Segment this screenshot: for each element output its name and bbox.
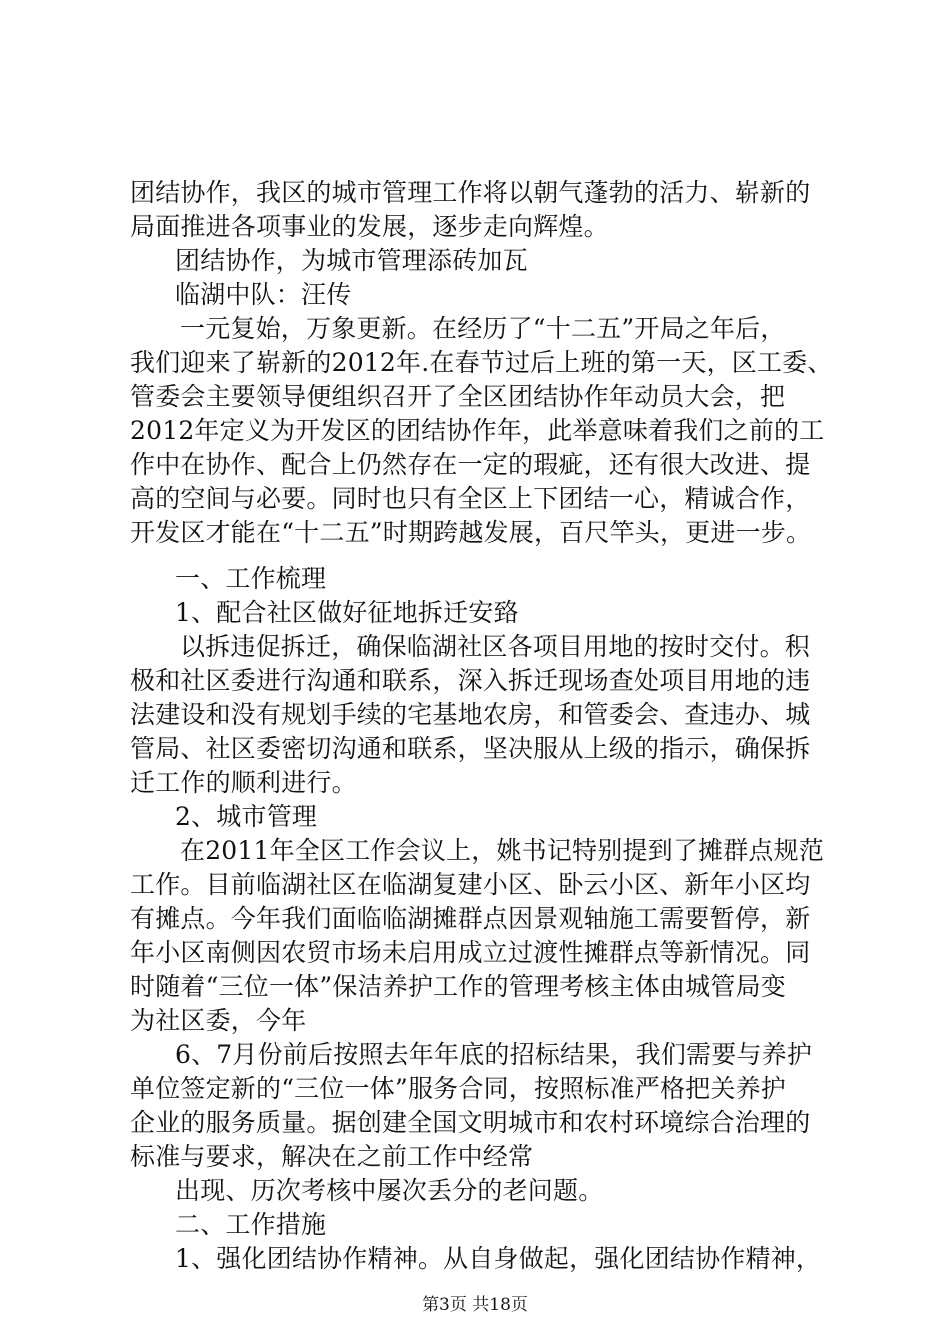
text-line: 团结协作，我区的城市管理工作将以朝气蓬勃的活力、崭新的 [130,178,811,207]
text-line: 我们迎来了崭新的2012年.在春节过后上班的第一天，区工委、 [130,348,833,377]
page-number-footer: 第3页 共18页 [422,1295,528,1315]
text-line: 管委会主要领导便组织召开了全区团结协作年动员大会，把 [130,382,786,411]
text-line: 为社区委，今年 [130,1006,307,1035]
text-line: 有摊点。今年我们面临临湖摊群点因景观轴施工需要暂停，新 [130,904,811,933]
heading-work-review: 一、工作梳理 [175,564,327,593]
text-line: 管局、社区委密切沟通和联系，坚决服从上级的指示，确保拆 [130,734,811,763]
text-line: 标准与要求，解决在之前工作中经常 [130,1142,534,1171]
text-line: 工作。目前临湖社区在临湖复建小区、卧云小区、新年小区均 [130,870,811,899]
text-line: 单位签定新的“三位一体”服务合同，按照标准严格把关养护 [130,1074,786,1103]
subheading-demolition: 1、配合社区做好征地拆迁安臵 [175,598,519,627]
author-line: 临湖中队：汪传 [175,280,352,309]
text-line: 以拆违促拆迁，确保临湖社区各项目用地的按时交付。积 [180,632,811,661]
text-line: 1、强化团结协作精神。从自身做起，强化团结协作精神， [175,1244,822,1273]
text-line: 局面推进各项事业的发展，逐步走向辉煌。 [130,212,609,241]
text-line: 年小区南侧因农贸市场未启用成立过渡性摊群点等新情况。同 [130,938,811,967]
section-title: 团结协作，为城市管理添砖加瓦 [175,246,528,275]
text-line: 法建设和没有规划手续的宅基地农房，和管委会、查违办、城 [130,700,811,729]
text-line: 2012年定义为开发区的团结协作年，此举意味着我们之前的工 [130,416,825,445]
text-line: 6、7月份前后按照去年年底的招标结果，我们需要与养护 [175,1040,813,1069]
text-line: 开发区才能在“十二五”时期跨越发展，百尺竿头，更进一步。 [130,518,812,547]
text-line: 迁工作的顺利进行。 [130,768,357,797]
text-line: 极和社区委进行沟通和联系，深入拆迁现场查处项目用地的违 [130,666,811,695]
text-line: 时随着“三位一体”保洁养护工作的管理考核主体由城管局变 [130,972,786,1001]
text-line: 作中在协作、配合上仍然存在一定的瑕疵，还有很大改进、提 [130,450,811,479]
subheading-city-management: 2、城市管理 [175,802,318,831]
text-line: 高的空间与必要。同时也只有全区上下团结一心，精诚合作， [130,484,811,513]
text-line: 企业的服务质量。据创建全国文明城市和农村环境综合治理的 [130,1108,811,1137]
text-line: 一元复始，万象更新。在经历了“十二五”开局之年后， [180,314,786,343]
text-line: 在2011年全区工作会议上，姚书记特别提到了摊群点规范 [180,836,825,865]
heading-work-measures: 二、工作措施 [175,1210,327,1239]
text-line: 出现、历次考核中屡次丢分的老问题。 [175,1176,604,1205]
